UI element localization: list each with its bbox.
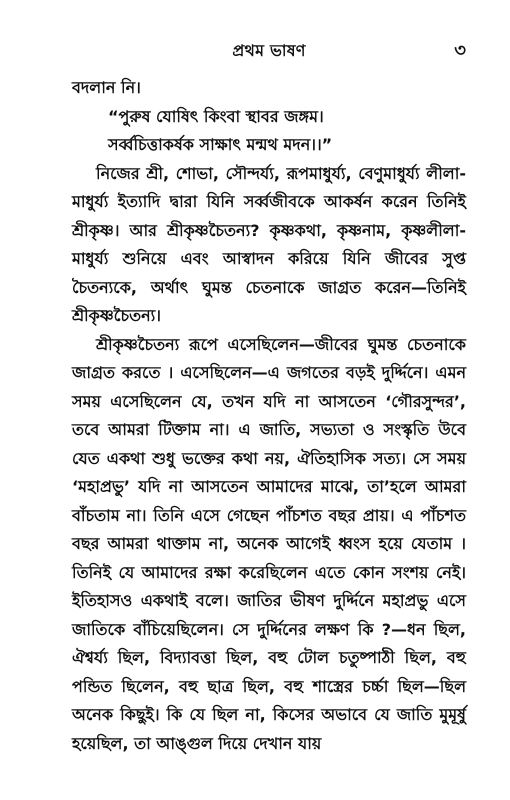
page-number: ৩: [454, 40, 466, 61]
paragraph-2: শ্রীকৃষ্ণচৈতন্য রূপে এসেছিলেন—জীবের ঘুমন্ত চেতনাকে জাগ্রত করতে । এসেছিলেন—এ জগতের বড়ই দুর্দ্দিনে। এমন সময় এসেছিলেন যে, তখন যদি না আসতেন ‘গৌরসুন্দর’, তবে আমরা টিক্তাম না। এ জাতি, সভ্যতা ও সংস্কৃতি উবে যেত একথা শুধু ভক্তের কথা নয়, ঐতিহাসিক সত্য। সে সময় ‘মহাপ্রভু’ যদি না আসতেন আমাদের মাঝে, তা’হলে আমরা বাঁচতাম না। তিনি এসে গেছেন পাঁচশত বছর প্রায়। এ পাঁচশত বছর আমরা থাক্তাম না, অনেক আগেই ধ্বংস হয়ে যেতাম । তিনিই যে আমাদের রক্ষা করেছিলেন এতে কোন সংশয় নেই। ইতিহাসও একথাই বলে। জাতির ভীষণ দুর্দ্দিনে মহাপ্রভু এসে জাতিকে বাঁচিয়েছিলেন। সে দুর্দ্দিনের লক্ষণ কি ?—ধন ছিল, ঐশ্বর্য্য ছিল, বিদ্যাবত্তা ছিল, বহু টোল চতুষ্পাঠী ছিল, বহু পন্ডিত ছিলেন, বহু ছাত্র ছিল, বহু শাস্ত্রের চর্চ্চা ছিল—ছিল অনেক কিছুই। কি যে ছিল না, কিসের অভাবে যে জাতি মুমূর্ষু হয়েছিল, তা আঙ্গুল দিয়ে দেখান যায়: [72, 334, 466, 753]
opening-line: বদলান নি।: [72, 78, 141, 97]
chapter-title: প্রথম ভাষণ: [232, 41, 306, 60]
paragraph-1: নিজের শ্রী, শোভা, সৌন্দর্য্য, রূপমাধুর্য্য, বেণুমাধুর্য্য লীলা-মাধুর্য্য ইত্যাদি দ্বারা যিনি সর্ব্বজীবকে আকর্ষন করেন তিনিই শ্রীকৃষ্ণ। আর শ্রীকৃষ্ণচৈতন্য? কৃষ্ণকথা, কৃষ্ণনাম, কৃষ্ণলীলা-মাধুর্য্য শুনিয়ে এবং আস্বাদন করিয়ে যিনি জীবের সুপ্ত চৈতন্যকে, অর্থাৎ ঘুমন্ত চেতনাকে জাগ্রত করেন—তিনিই শ্রীকৃষ্ণচৈতন্য।: [72, 163, 466, 325]
page-header: [72, 38, 466, 66]
verse-line-2: সর্ব্বচিত্তাকর্ষক সাক্ষাৎ মন্মথ মদন।।”: [108, 135, 333, 154]
page-body: [72, 74, 466, 758]
verse-line-1: “পুরুষ যোষিৎ কিংবা স্থাবর জঙ্গম।: [108, 106, 324, 126]
